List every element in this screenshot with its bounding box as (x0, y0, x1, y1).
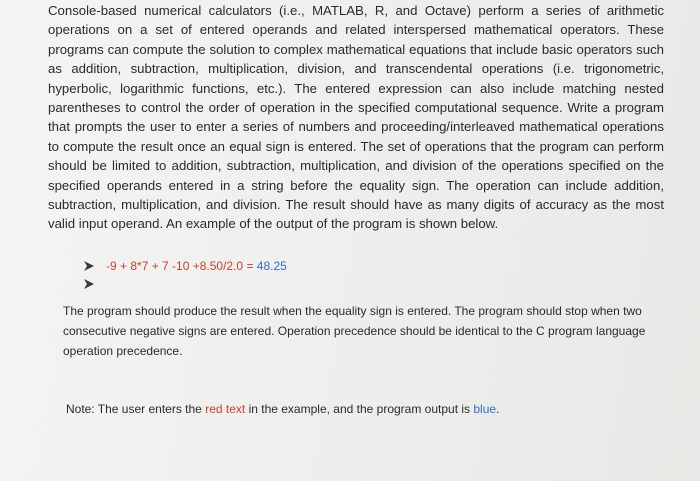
note-blue-text: blue (473, 402, 497, 416)
requirements-paragraph: The program should produce the result when the equality sign is entered. The program should stop when two consecutive negative signs are entered. Operation precedence should be identical to the C program language operation precedence. (63, 304, 646, 358)
example-input-expression: -9 + 8*7 + 7 -10 +8.50/2.0 = (106, 259, 254, 273)
note-middle: in the example, and the program output is (245, 402, 474, 416)
empty-prompt-line (82, 277, 106, 291)
example-output-result: 48.25 (256, 259, 287, 273)
prompt-arrow-icon (82, 277, 96, 291)
note-prefix: Note: The user enters the (66, 402, 206, 416)
example-prompt-line (82, 258, 287, 274)
note-red-text: red text (205, 402, 246, 416)
problem-description-paragraph: Console-based numerical calculators (i.e., MATLAB, R, and Octave) perform a series of arithmetic operations on a set of entered operands and related interspersed mathematical operators. These programs can compute the solution to complex mathematical equations that include basic operators such as addition, subtraction, multiplication, division, and transcendental operations (i.e. trigonometric, hyperbolic, logarithmic functions, etc.). The entered expression can also include matching nested parentheses to control the order of operation in the specified computational sequence. Write a program that prompts the user to enter a series of numbers and proceeding/interleaved mathematical operations to compute the result once an equal sign is entered. The set of operations that the program can perform should be limited to addition, subtraction, multiplication, and division of the operations specified on the specified operands entered in a string before the equality sign. The operation can include addition, subtraction, multiplication, and division. The result should have as many digits of accuracy as the most valid input operand. An example of the output of the program is shown below. (48, 3, 664, 232)
note-line (66, 400, 656, 418)
prompt-arrow-icon (82, 259, 96, 273)
note-suffix: . (496, 402, 500, 416)
